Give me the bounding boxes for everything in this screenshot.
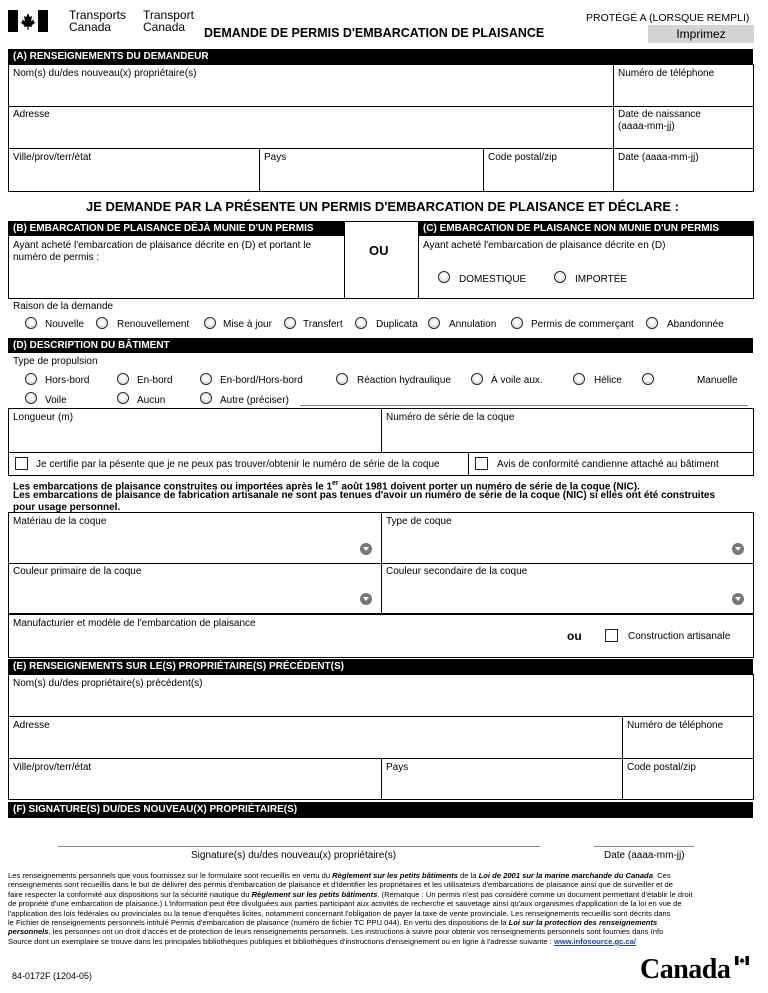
dept-name-fr-1: Transport xyxy=(143,8,194,22)
hin-notice-2: Les embarcations de plaisance de fabrication artisanale ne sont pas tenues d'avoir un numéro de série de la coque (NIC) si elles ont été construites xyxy=(13,490,716,501)
or-label: ou xyxy=(567,629,582,643)
hull-type-dropdown-icon[interactable] xyxy=(732,543,744,555)
signature-line[interactable] xyxy=(58,846,540,847)
propulsion-option: À voile aux. xyxy=(491,375,543,386)
signature-label: Signature(s) du/des nouveau(x) propriétaire(s) xyxy=(191,850,397,861)
infosource-link[interactable]: www.infosource.gc.ca/ xyxy=(553,936,636,946)
propulsion-option: Voile xyxy=(45,395,67,406)
propulsion-other-input[interactable] xyxy=(300,405,748,406)
propulsion-label: Type de propulsion xyxy=(13,356,98,367)
hull-primary-color-label: Couleur primaire de la coque xyxy=(13,566,142,577)
section-bc-frame xyxy=(8,221,754,299)
phone-field[interactable]: Numéro de téléphone xyxy=(618,68,715,79)
propulsion-jet-radio[interactable] xyxy=(336,373,348,385)
hull-secondary-color-dropdown-icon[interactable] xyxy=(732,593,744,605)
section-c-text: Ayant acheté l'embarcation de plaisance décrite en (D) xyxy=(423,240,666,251)
propulsion-outboard-radio[interactable] xyxy=(25,373,37,385)
owner-names-field[interactable]: Nom(s) du/des nouveau(x) propriétaire(s) xyxy=(13,68,197,79)
propulsion-propeller-radio[interactable] xyxy=(573,373,585,385)
reason-option: Annulation xyxy=(449,319,497,330)
reason-new-radio[interactable] xyxy=(25,317,37,329)
propulsion-option: En-bord xyxy=(137,375,173,386)
propulsion-option: Manuelle xyxy=(697,375,738,386)
propulsion-option: En-bord/Hors-bord xyxy=(220,375,303,386)
certify-checkbox[interactable] xyxy=(15,457,28,470)
propulsion-option: Hors-bord xyxy=(45,375,90,386)
dept-name-fr-2: Canada xyxy=(143,20,186,34)
prev-address-field[interactable]: Adresse xyxy=(13,720,50,731)
section-b-text-1: Ayant acheté l'embarcation de plaisance décrite en (D) et portant le xyxy=(13,240,312,251)
propulsion-other-radio[interactable] xyxy=(200,392,212,404)
prev-owners-field[interactable]: Nom(s) du/des propriétaire(s) précédent(s) xyxy=(13,678,203,689)
hull-type-label: Type de coque xyxy=(386,516,452,527)
reason-option: Mise à jour xyxy=(223,319,272,330)
address-field[interactable]: Adresse xyxy=(13,109,50,120)
reason-option: Permis de commerçant xyxy=(531,319,634,330)
privacy-notice: Les renseignements personnels que vous fournissez sur le formulaire sont recueillis en vertu du Règlement sur les petits bâtiments de la Loi de 2001 sur la marine marchande du Canada. Ces renseignements sont recueillis dans le but de délivrer des permis d'embarcation de plaisance et d'identifier les propriétaires et les utilisateurs d'embarcations de plaisance ainsi que de surveiller et de faire respecter la conformité aux dispositions sur la sécurité nautique du Règlement sur les petits bâtiments. (Remarque : Un permis n'est pas considéré comme un document permettant d'établir le droit de propriété d'une embarcation de plaisance.) L'information peut être divulguées aux parties participant aux activités de recherche et sauvetage ainsi qu'aux organismes d'application de la loi en vue de l'application des lois fédérales ou provinciales ou la tenue d'enquêtes licites, notamment concernant l'obligation de payer la taxe de vente provinciale. Les renseignements recueillis sont décrits dans le Fichier de renseignements personnels intitulé Permis d'embarcation de plaisance (numéro de fichier TC PPU 044). En vertu des dispositions de la Loi sur la protection des renseignements personnels, les personnes ont un droit d'accès et de protection de leurs renseignements personnels. Les instructions à suivre pour obtenir vos renseignements personnels sont fournies dans Info Source dont un exemplaire se trouve dans les principales bibliothèques publiques et bibliothèques d'instructions d'enseignement ou en ligne à l'adresse suivante : www.infosource.gc.ca/ xyxy=(8,871,693,946)
wordmark-flag-icon xyxy=(735,956,749,965)
declaration-text: JE DEMANDE PAR LA PRÉSENTE UN PERMIS D'EMBARCATION DE PLAISANCE ET DÉCLARE : xyxy=(86,199,679,214)
reason-dealer-radio[interactable] xyxy=(511,317,523,329)
propulsion-aux-sail-radio[interactable] xyxy=(471,373,483,385)
section-b-heading: (B) EMBARCATION DE PLAISANCE DÉJÀ MUNIE D'UN PERMIS xyxy=(8,221,344,236)
length-field[interactable]: Longueur (m) xyxy=(13,412,74,423)
propulsion-none-radio[interactable] xyxy=(117,392,129,404)
section-f-heading: (F) SIGNATURE(S) DU/DES NOUVEAU(X) PROPRIÉTAIRE(S) xyxy=(8,802,753,818)
hull-material-dropdown-icon[interactable] xyxy=(360,543,372,555)
section-b-text-2: numéro de permis : xyxy=(13,252,100,263)
or-separator: OU xyxy=(369,243,389,258)
city-field[interactable]: Ville/prov/terr/état xyxy=(13,152,92,163)
hin-notice-3: pour usage personnel. xyxy=(13,502,121,513)
propulsion-option: Aucun xyxy=(137,395,166,406)
certify-label: Je certifie par la pésente que je ne peux pas trouver/obtenir le numéro de série de la coque xyxy=(36,459,440,470)
reason-option: Transfert xyxy=(303,319,343,330)
propulsion-inboard-radio[interactable] xyxy=(117,373,129,385)
reason-cancel-radio[interactable] xyxy=(428,317,440,329)
conformity-checkbox[interactable] xyxy=(475,457,488,470)
propulsion-option: Réaction hydraulique xyxy=(357,375,451,386)
signature-date-line[interactable] xyxy=(594,846,694,847)
hull-serial-field[interactable]: Numéro de série de la coque xyxy=(386,412,515,423)
reason-update-radio[interactable] xyxy=(204,317,216,329)
conformity-label: Avis de conformité candienne attaché au bâtiment xyxy=(497,459,719,470)
hin-notice-1: Les embarcations de plaisance construites ou importées après le 1er août 1981 doivent porter un numéro de série de la coque (NIC). xyxy=(13,480,640,493)
reason-abandoned-radio[interactable] xyxy=(646,317,658,329)
form-number: 84-0172F (1204-05) xyxy=(12,971,93,981)
manufacturer-field[interactable]: Manufacturier et modèle de l'embarcation de plaisance xyxy=(13,618,256,629)
reason-transfer-radio[interactable] xyxy=(284,317,296,329)
canada-wordmark: Canada xyxy=(640,954,731,985)
reason-option: Abandonnée xyxy=(667,319,724,330)
prev-phone-field[interactable]: Numéro de téléphone xyxy=(627,720,724,731)
prev-city-field[interactable]: Ville/prov/terr/état xyxy=(13,762,92,773)
birth-date-label: Date de naissance xyxy=(618,109,701,120)
section-d-heading: (D) DESCRIPTION DU BÂTIMENT xyxy=(8,338,753,353)
propulsion-option: Hélice xyxy=(594,375,622,386)
domestic-label: DOMESTIQUE xyxy=(459,274,527,285)
hull-primary-color-dropdown-icon[interactable] xyxy=(360,593,372,605)
signature-date-label: Date (aaaa-mm-jj) xyxy=(604,850,685,861)
print-button[interactable]: Imprimez xyxy=(648,25,754,43)
prev-postal-field[interactable]: Code postal/zip xyxy=(627,762,696,773)
imported-label: IMPORTÉE xyxy=(575,274,628,285)
propulsion-inboard-outboard-radio[interactable] xyxy=(200,373,212,385)
propulsion-option: Autre (préciser) xyxy=(220,395,289,406)
section-c-heading: (C) EMBARCATION DE PLAISANCE NON MUNIE D'UN PERMIS xyxy=(418,221,754,236)
imported-radio[interactable] xyxy=(554,271,566,283)
propulsion-manual-radio[interactable] xyxy=(642,373,654,385)
section-a-heading: (A) RENSEIGNEMENTS DU DEMANDEUR xyxy=(8,49,753,64)
reason-renewal-radio[interactable] xyxy=(96,317,108,329)
hull-material-label: Matériau de la coque xyxy=(13,516,107,527)
canada-flag-icon xyxy=(8,10,48,32)
dept-name-en-2: Canada xyxy=(69,20,112,34)
protected-label: PROTÉGÉ A (LORSQUE REMPLI) xyxy=(586,12,750,24)
reason-duplicate-radio[interactable] xyxy=(355,317,367,329)
domestic-radio[interactable] xyxy=(438,271,450,283)
postal-field[interactable]: Code postal/zip xyxy=(488,152,557,163)
propulsion-sail-radio[interactable] xyxy=(25,392,37,404)
dept-name-en-1: Transports xyxy=(69,8,126,22)
birth-date-field[interactable]: (aaaa-mm-jj) xyxy=(618,121,675,132)
country-field[interactable]: Pays xyxy=(264,152,287,163)
homebuilt-checkbox[interactable] xyxy=(605,629,618,642)
date-field[interactable]: Date (aaaa-mm-jj) xyxy=(618,152,699,163)
reason-option: Duplicata xyxy=(376,319,418,330)
form-title: DEMANDE DE PERMIS D'EMBARCATION DE PLAISANCE xyxy=(204,26,545,40)
reason-label: Raison de la demande xyxy=(13,301,114,312)
reason-option: Nouvelle xyxy=(45,319,84,330)
section-e-heading: (E) RENSEIGNEMENTS SUR LE(S) PROPRIÉTAIRE(S) PRÉCÉDENT(S) xyxy=(8,659,753,674)
hull-secondary-color-label: Couleur secondaire de la coque xyxy=(386,566,528,577)
prev-country-field[interactable]: Pays xyxy=(386,762,409,773)
homebuilt-label: Construction artisanale xyxy=(628,631,731,642)
reason-option: Renouvellement xyxy=(117,319,190,330)
